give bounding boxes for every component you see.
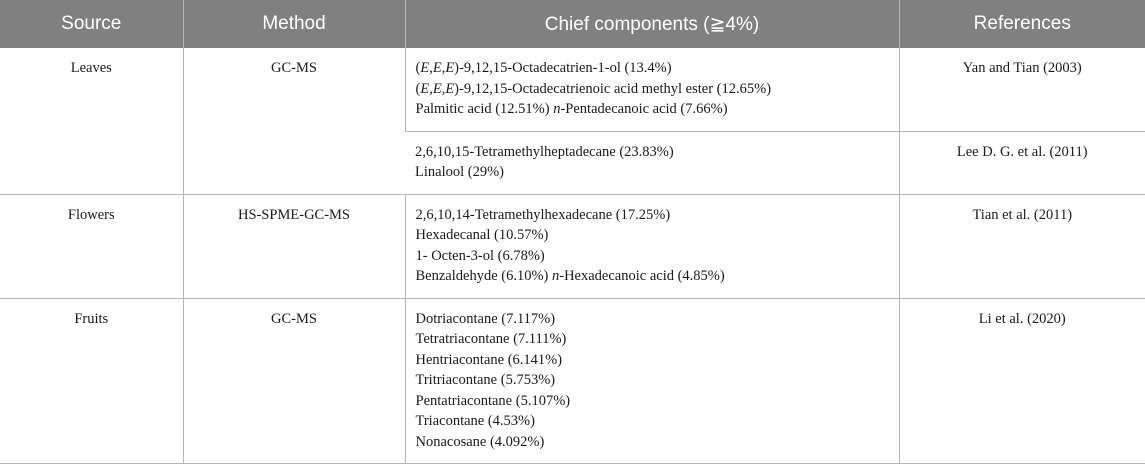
table-row: [0, 298, 1145, 464]
components-cell: [405, 48, 899, 131]
header-components: Chief components (≧4%): [405, 0, 899, 48]
table-row: [0, 48, 1145, 131]
component-line: Hentriacontane (6.141%): [415, 351, 563, 368]
components-cell: [405, 194, 899, 298]
reference-cell: Lee D. G. et al. (2011): [899, 131, 1145, 194]
component-line: Benzaldehyde (6.10%) n-Hexadecanoic acid (4.85%): [415, 268, 725, 284]
header-references: References: [899, 0, 1145, 48]
component-line: (E,E,E)-9,12,15-Octadecatrienoic acid methyl ester (12.65%): [415, 80, 772, 97]
header-row: [0, 0, 1145, 48]
components-cell: [405, 131, 899, 194]
component-line: Pentatriacontane (5.107%): [415, 392, 571, 409]
component-line: Hexadecanal (10.57%): [415, 227, 549, 243]
component-line: Tetratriacontane (7.111%): [415, 331, 567, 347]
method-cell: HS-SPME-GC-MS: [183, 194, 405, 298]
reference-cell: Yan and Tian (2003): [899, 48, 1145, 131]
component-line: 1- Octen-3-ol (6.78%): [415, 247, 545, 264]
header-source: Source: [0, 0, 183, 48]
component-line: Palmitic acid (12.51%) n-Pentadecanoic acid (7.66%): [415, 101, 728, 117]
method-cell: GC-MS: [183, 48, 405, 194]
component-line: Nonacosane (4.092%): [415, 433, 545, 450]
source-cell: Flowers: [0, 194, 183, 298]
source-cell: Fruits: [0, 298, 183, 464]
reference-cell: Tian et al. (2011): [899, 194, 1145, 298]
component-line: Linalool (29%): [415, 164, 504, 180]
method-cell: GC-MS: [183, 298, 405, 464]
component-line: Tritriacontane (5.753%): [415, 372, 556, 388]
source-cell: Leaves: [0, 48, 183, 194]
header-method: Method: [183, 0, 405, 48]
component-line: Triacontane (4.53%): [415, 413, 535, 429]
component-line: Dotriacontane (7.117%): [415, 310, 556, 327]
component-line: 2,6,10,14-Tetramethylhexadecane (17.25%): [415, 206, 671, 223]
component-line: 2,6,10,15-Tetramethylheptadecane (23.83%): [415, 143, 674, 160]
component-line: (E,E,E)-9,12,15-Octadecatrien-1-ol (13.4%): [415, 60, 672, 76]
table-row: [0, 194, 1145, 298]
components-cell: [405, 298, 899, 464]
reference-cell: Li et al. (2020): [899, 298, 1145, 464]
